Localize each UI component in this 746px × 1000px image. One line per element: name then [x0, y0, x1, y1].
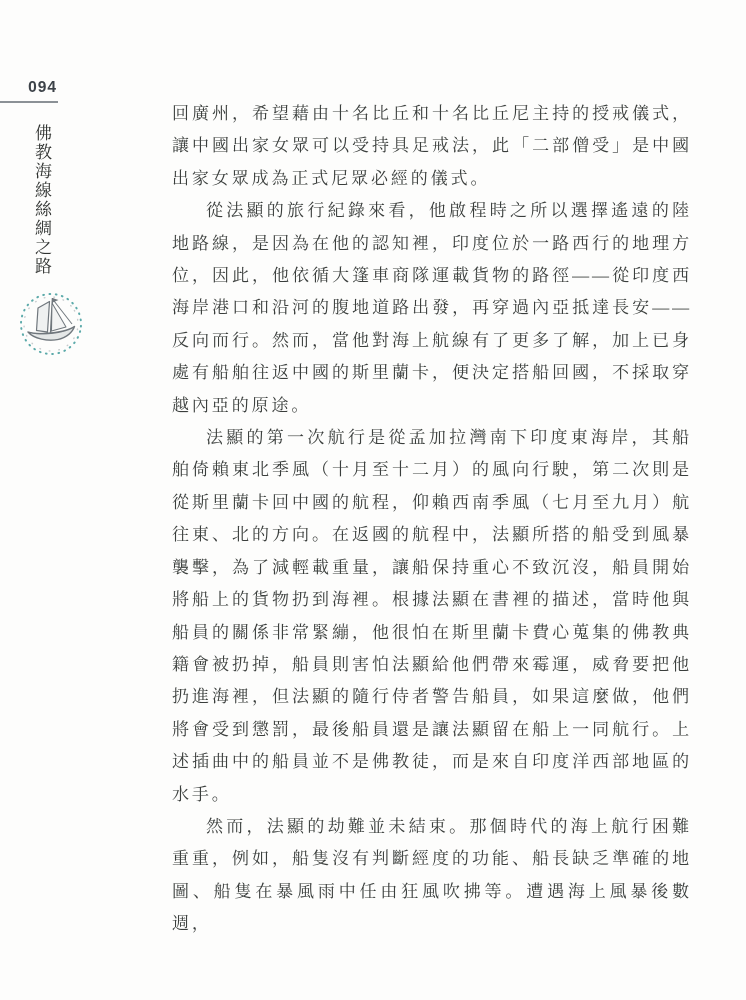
header-rule — [0, 101, 58, 103]
paragraph-continuation: 回廣州，希望藉由十名比丘和十名比丘尼主持的授戒儀式，讓中國出家女眾可以受持具足戒法，此「二部僧受」是中國出家女眾成為正式尼眾必經的儀式。 — [172, 104, 692, 188]
page-number: 094 — [28, 79, 57, 96]
paragraph: 從法顯的旅行紀錄來看，他啟程時之所以選擇遙遠的陸地路線，是因為在他的認知裡，印度位於一路西行的地理方位，因此，他依循大篷車商隊運載貨物的路徑——從印度西海岸港口和沿河的腹地道路出發，再穿過內亞抵達長安——反向而行。然而，當他對海上航線有了更多了解，加上已身處有船舶往返中國的斯里蘭卡，便決定搭船回國，不採取穿越內亞的原途。 — [172, 201, 692, 415]
sailboat-icon — [15, 287, 89, 361]
book-title-vertical: 佛教海線絲綢之路 — [32, 124, 51, 276]
body-text — [172, 98, 692, 941]
paragraph: 法顯的第一次航行是從孟加拉灣南下印度東海岸，其船舶倚賴東北季風（十月至十二月）的風向行駛，第二次則是從斯里蘭卡回中國的航程，仰賴西南季風（七月至九月）航往東、北的方向。在返國的航程中，法顯所搭的船受到風暴襲擊，為了減輕載重量，讓船保持重心不致沉沒，船員開始將船上的貨物扔到海裡。根據法顯在書裡的描述，當時他與船員的關係非常緊繃，他很怕在斯里蘭卡費心蒐集的佛教典籍會被扔掉，船員則害怕法顯給他們帶來霉運，威脅要把他扔進海裡，但法顯的隨行侍者警告船員，如果這麼做，他們將會受到懲罰，最後船員還是讓法顯留在船上一同航行。上述插曲中的船員並不是佛教徒，而是來自印度洋西部地區的水手。 — [172, 428, 692, 804]
paragraph: 然而，法顯的劫難並未結束。那個時代的海上航行困難重重，例如，船隻沒有判斷經度的功能、船長缺乏準確的地圖、船隻在暴風雨中任由狂風吹拂等。遭遇海上風暴後數週， — [172, 816, 692, 934]
